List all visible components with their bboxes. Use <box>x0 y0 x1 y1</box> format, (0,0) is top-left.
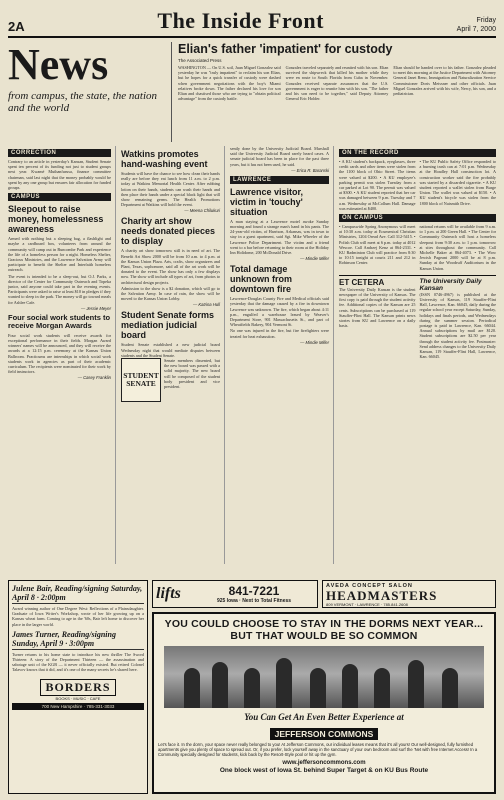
borders-logo: BORDERS <box>40 679 115 696</box>
headmasters-address: 809 VERMONT · LAWRENCE · 785.841.2608 <box>326 602 408 607</box>
jefferson-url[interactable]: www.jeffersoncommons.com <box>282 759 366 766</box>
record-col-2: • The KU Public Safety Office responded to a burning trash can at 7:01 p.m. Wednesday at the Hoadley Hall construction lot. A construction worker said the fire probably was started by a discarded cigarette. • A KU student reported a wallet stolen from Burge Union. The wallet was valued at $150. • A KU student's bicycle was stolen from the 1800 block of Naismith Drive. <box>419 159 496 206</box>
fire-paragraph-2: No one was injured in the fire, but fire firefighters were treated for heat exhaustion. <box>230 328 329 339</box>
crowd-figure <box>244 668 260 708</box>
et-cetera <box>339 278 416 360</box>
senate-continued-text: sently done by the University Judicial Board. Marshall said the University Judicial Board rarely heard cases. A senate judicial board has been in place for the past three years, but it has not been used, he said. <box>230 146 329 167</box>
news-subheading: from campus, the state, the nation and the world <box>8 90 157 114</box>
bair-reading-text: Award winning author of One Degree West: Reflections of a Plainsdaughter. Graduate of Iowa Writer's Workshop, wrote of her life growing up on a Kansas wheat farm. Coming to age in the '60s, Bair left home to discover her place in the larger world. <box>12 606 144 627</box>
touchy-situation-byline: — Mindie Miller <box>300 256 329 262</box>
on-the-record-label: ON THE RECORD <box>339 149 496 157</box>
lifts-logo: lifts <box>156 585 181 602</box>
column-2 <box>121 146 225 564</box>
crowd-figure <box>310 668 326 708</box>
udk-info <box>420 278 497 360</box>
borders-ad[interactable] <box>8 580 148 794</box>
lifts-info <box>194 584 314 604</box>
headmasters-ad[interactable] <box>322 580 496 608</box>
art-show-headline: Charity art show needs donated pieces to display <box>121 216 216 247</box>
news-heading: News <box>8 40 109 89</box>
handwashing-headline: Watkins promotes hand-washing event <box>121 149 208 169</box>
touchy-situation-headline: Lawrence visitor, victim in 'touchy' situation <box>230 186 304 217</box>
touchy-situation-text: A man staying at a Lawrence motel awoke Sunday morning and found a strange man's hand in his pants. The 24-year-old victim, of Harrison, Arkansas, was in town to stay in a guest apartment, said Sgt. Mike Wheeler of the Lawrence Police Department. The victim and a friend went to a bar before returning to their room at the Holiday Inn Holidome, 200 McDonald Drive. <box>230 218 329 256</box>
jefferson-subheadline: You Can Get An Even Better Experience at <box>244 712 404 722</box>
sleepout-paragraph-2: The event is intended to be a sleep-out, but O.J. Parks, a director of the Center for Community Outreach and Topeka junior, said anyone could take part in the evening events. Participants were asked to raise at least $10 in pledges if they wanted to sleep in the park. The money will go toward meals for Ashlee Cafe. <box>8 273 111 305</box>
correction-text: Contrary to an article in yesterday's Kansan, Student Senate spent ten percent of its funding not just to student groups next year. Kwamé Muthanfurusa, finance committee chairman, said last night that the money probably would be spent by any one group but ensures fair allocation for funded groups. <box>8 159 111 191</box>
ads-section <box>8 580 496 794</box>
column-4 <box>339 146 496 564</box>
crowd-figure <box>408 660 424 708</box>
top-section <box>8 42 496 142</box>
art-show-text <box>121 248 220 301</box>
lead-col-3: Elian should be handed over to his father. Gonzalez pleaded to meet this morning at the Justice Department with Attorney General Janet Reno, Immigration and Naturalization Service Commissioner Doris Meissner and other officials. Juan Miguel Gonzalez arrived with his wife, Nercy, his son, and a pediatrician. <box>393 65 497 97</box>
body-columns <box>8 146 496 564</box>
crowd-figure <box>184 668 200 708</box>
jefferson-location: One block west of Iowa St. behind Super Target & on KU Bus Route <box>219 766 429 774</box>
column-1 <box>8 146 116 564</box>
on-campus <box>339 224 496 271</box>
senate-logo-line-1: STUDENT <box>123 371 159 381</box>
lead-col-2: Gonzalez traveled separately and reunited with his son. Elian survived the shipwreck that killed his mother while they were en route to South Florida from Cuba in November. Gonzalez received separate assurances that the U.S. government is eager to reunite him with his son. "The father and his son need to be together," said Deputy Attorney General Eric Holder. <box>285 65 389 102</box>
lifts-ad[interactable] <box>152 580 318 608</box>
masthead <box>8 6 496 38</box>
art-show-byline: — Katrina Hull <box>193 302 220 308</box>
morgan-awards-byline: — Casey Franklin <box>77 375 111 381</box>
student-senate-logo <box>121 358 161 402</box>
sleepout-headline: Sleepout to raise money, homelessness awareness <box>8 204 104 235</box>
jefferson-commons-ad[interactable] <box>152 612 496 794</box>
lead-source: The Associated Press <box>178 58 222 63</box>
page-number: 2A <box>8 19 25 34</box>
lifts-phone: 841-7221 <box>228 584 280 598</box>
lifts-address: 925 Iowa · Next to Total Fitness <box>216 598 292 604</box>
lead-headline: Elian's father 'impatient' for custody <box>178 42 393 56</box>
senate-byline: — Erica R. Baranski <box>291 167 329 173</box>
on-the-record <box>339 159 496 211</box>
column-3 <box>230 146 334 564</box>
senate-box <box>121 358 220 402</box>
turner-reading-headline: James Turner, Reading/signing Sunday, April 9 · 3:00pm <box>12 630 144 650</box>
lead-story <box>172 42 496 142</box>
fire-text <box>230 296 329 339</box>
fire-byline: — Mindie Miller <box>300 339 329 345</box>
on-campus-label: ON CAMPUS <box>339 214 496 222</box>
senate-text: Student Senate established a new judicial board Wednesday night that would mediate disputes between students and the Student Senate. <box>121 342 220 358</box>
jefferson-headline-2: BUT THAT WOULD BE SO COMMON <box>230 630 418 642</box>
crowd-figure <box>212 662 228 708</box>
headmasters-name: HEADMASTERS <box>326 588 438 603</box>
handwashing-byline: — Meena Chilukuri <box>184 208 220 214</box>
udk-text: (ISSN 0746-4967) is published at the University of Kansas, 119 Stauffer-Flint Hall, Lawrence, Kan. 66045, daily during the regular school year except Saturday, Sunday, holidays and finals periods, and Wednesdays during the summer session. Periodical postage is paid in Lawrence, Kan. 66044. Annual subscriptions by mail are $120. Student subscriptions are $2.50 per year through the student activity fee. Postmaster: Send address changes to the University Daily Kansan, 119 Stauffer-Flint Hall, Lawrence, Kan. 66045. <box>419 291 496 360</box>
sleepout-paragraph-1: Armed with nothing but a sleeping bag, a flashlight and maybe a cardboard box, volunteers from around the community will camp out in Buncombe Park and experience the life of a homeless person for a night. Homeless Shelter, Gracious Ministries, and the Lawrence Salvation Army will participate to benefit the Shelter and Interfaith homeless outreach. <box>8 236 111 273</box>
crowd-figure <box>342 664 358 708</box>
fire-paragraph-1: Lawrence-Douglas County Fire and Medical officials said yesterday that the damage caused by a fire in downtown Lawrence was unknown. The fire, which began about 4:11 p.m., engulfed a warehouse leased by Weaver's Department Store, 901 Massachusetts St., and part of Wheatfields Bakery, 904 Vermont St. <box>230 296 329 328</box>
et-cetera-text: The University Daily Kansan is the student newspaper of the University of Kansas. The first copy is paid through the student activity fee. Additional copies of the Kansan are 25 cents. Subscriptions can be purchased at 119 Stauffer-Flint Hall. The Kansan prints news stories from KU and Lawrence on a daily basis. <box>339 286 416 329</box>
campus-label: CAMPUS <box>8 193 111 201</box>
art-show-paragraph-2: Admission to the show is a $2 donation, which will go to the Salvation Army. In case of rain, the show will be moved to the Kansas Union Lobby. <box>121 285 220 302</box>
senate-headline: Student Senate forms mediation judicial board <box>121 310 215 341</box>
borders-tagline: BOOKS · MUSIC · CAFE <box>55 695 101 701</box>
turner-reading-text: Turner returns to his home state to introduce his new thriller The Sword Thirteen: A story of the Department Thirteen — the assassination and sabotage unit of the KGB — it never officially existed. But retired Colonel Talavov knows that it did, and it's one of the many secrets he's shared here. <box>12 651 144 673</box>
crowd-photo <box>164 646 484 708</box>
jefferson-body: Let's face it. In the dorm, your space never really belonged to you! At Jefferson Commons, our individual leases means that it's all yours! Our well-designed, fully furnished apartments give you plenty of space to spread out. Or, if you prefer, lock yourself away in the sanctuary of your own bedroom and surf the 'Net with free Internet Access! In a Community specially designed for students, kick back by the Resort-Style pool or hit up the gym. <box>158 742 478 758</box>
news-section-box <box>8 42 172 142</box>
et-cetera-row <box>339 275 496 360</box>
morgan-awards-text: Four social work students will receive awards for exceptional performance in their fields. Morgan Award winners' names will be announced, and they will receive the awards at a 12:15 p.m. ceremony at the Kansas Union Ballroom. Practicums are internships in which social work students work in agencies as part of their academic curriculum. The recipients were nominated for their work by field instructors. <box>8 332 111 375</box>
art-show-paragraph-1: A charity art show tomorrow still is in need of art. The Benefit Art Show 2000 will be from 10 a.m. to 4 p.m. at the Kansas Union Plaza. Arts, crafts, show organizers and Plant, Texas, sophomore, said all of the art work will be donated to the event. The show has only a few displays now. The show will include all types of art, from photos to architectural design projects. <box>121 248 220 285</box>
lead-columns <box>178 65 496 101</box>
sleepout-byline: — Jessie Meyer <box>80 305 111 311</box>
udk-title: The University Daily Kansan <box>419 277 482 292</box>
borders-block <box>12 676 144 710</box>
issue-day: Friday <box>476 17 496 25</box>
campus-col-2: national returns will be available from 9 a.m. to 1 p.m. at 200 Green Hall. • The Center for Community Outreach will host a homeless sleepout from 9:30 a.m. to 1 p.m. tomorrow at sites throughout the community. Call Michelle Baker at 864-4073. • The Wow Jewish Pageant 2000 will be at 8 p.m. Sunday at the Woodruff Auditorium in the Kansas Union. <box>419 224 496 271</box>
handwashing-text: Students will have the chance to see how clean their hands really are before they eat lunch from 11 a.m. to 2 p.m. today at Watkins Memorial Health Center. After rubbing lotion on their hands, students can wash their hands and then place their hands under a special black light that will show remaining germs. The Health Promotions Department at Watkins will hold the event. <box>121 171 220 208</box>
borders-address: 700 New Hampshire · 785-331-3033 <box>12 703 144 710</box>
jefferson-logo: JEFFERSON COMMONS <box>270 728 379 740</box>
crowd-figure <box>442 668 458 708</box>
jefferson-headline-1: YOU COULD CHOOSE TO STAY IN THE DORMS NEXT YEAR... <box>164 618 484 630</box>
bair-reading-headline: Julene Bair, Reading/signing Saturday, April 8 · 2:00pm <box>12 584 143 602</box>
issue-date-text: April 7, 2000 <box>456 25 496 33</box>
paper-title: The Inside Front <box>157 8 324 33</box>
senate-logo-line-2: SENATE <box>126 379 156 389</box>
et-cetera-title: ET CETERA <box>339 277 385 287</box>
campus-col-1: • Campuswide Spring Anonymous will meet at 10:30 a.m. today at Ecumenical Christian Ministries, 1204 Oread Ave. Call 312-5415. • Polish Club will meet at 6 p.m. today at 4012 Wescoe. Call Andrzej Kenz at 864-2331. • KU Badminton Club will practice from 8:30 to 10:15 tonight at courts 211 and 212 in Robinson Center. <box>339 224 416 266</box>
crowd-figure <box>276 658 292 708</box>
lead-col-1: WASHINGTON — On U.S. soil, Juan Miguel Gonzalez said yesterday he was "truly impatient" to reclaim his son Elian, but he hopes for a quick transfer of custody were dashed when government negotiations with the boy's Miami relatives broke down. The father declared his love for son Elian and chastised those who are trying to "obtain political advantage" from the custody battle. <box>178 65 281 102</box>
issue-date <box>457 17 496 34</box>
crowd-figure <box>374 668 390 708</box>
morgan-awards-headline: Four social work students to receive Morgan Awards <box>8 312 111 331</box>
senate-text-2: Senate members dissented, but the new board was passed with a solid majority. The new board will be composed of the student body president and vice president. <box>164 358 220 390</box>
correction-label: CORRECTION <box>8 149 111 157</box>
aveda-label: AVEDA CONCEPT SALON <box>326 583 413 589</box>
lawrence-label: LAWRENCE <box>230 176 329 184</box>
record-col-1: • A KU student's backpack, eyeglasses, three credit cards and other items were stolen from the 1100 block of Ohio Street. The items were valued at $200. • A KU employee's parking permit was stolen Tuesday from a car parked at Lot 90. The permit was valued at $300. • A KU student reported that her car was damaged between 9 p.m. Tuesday and 7 a.m. Wednesday at McCollum Hall. Damage was estimated at $400. <box>339 159 416 211</box>
sleepout-text <box>8 236 111 305</box>
fire-headline: Total damage unknown from downtown fire <box>230 264 292 295</box>
